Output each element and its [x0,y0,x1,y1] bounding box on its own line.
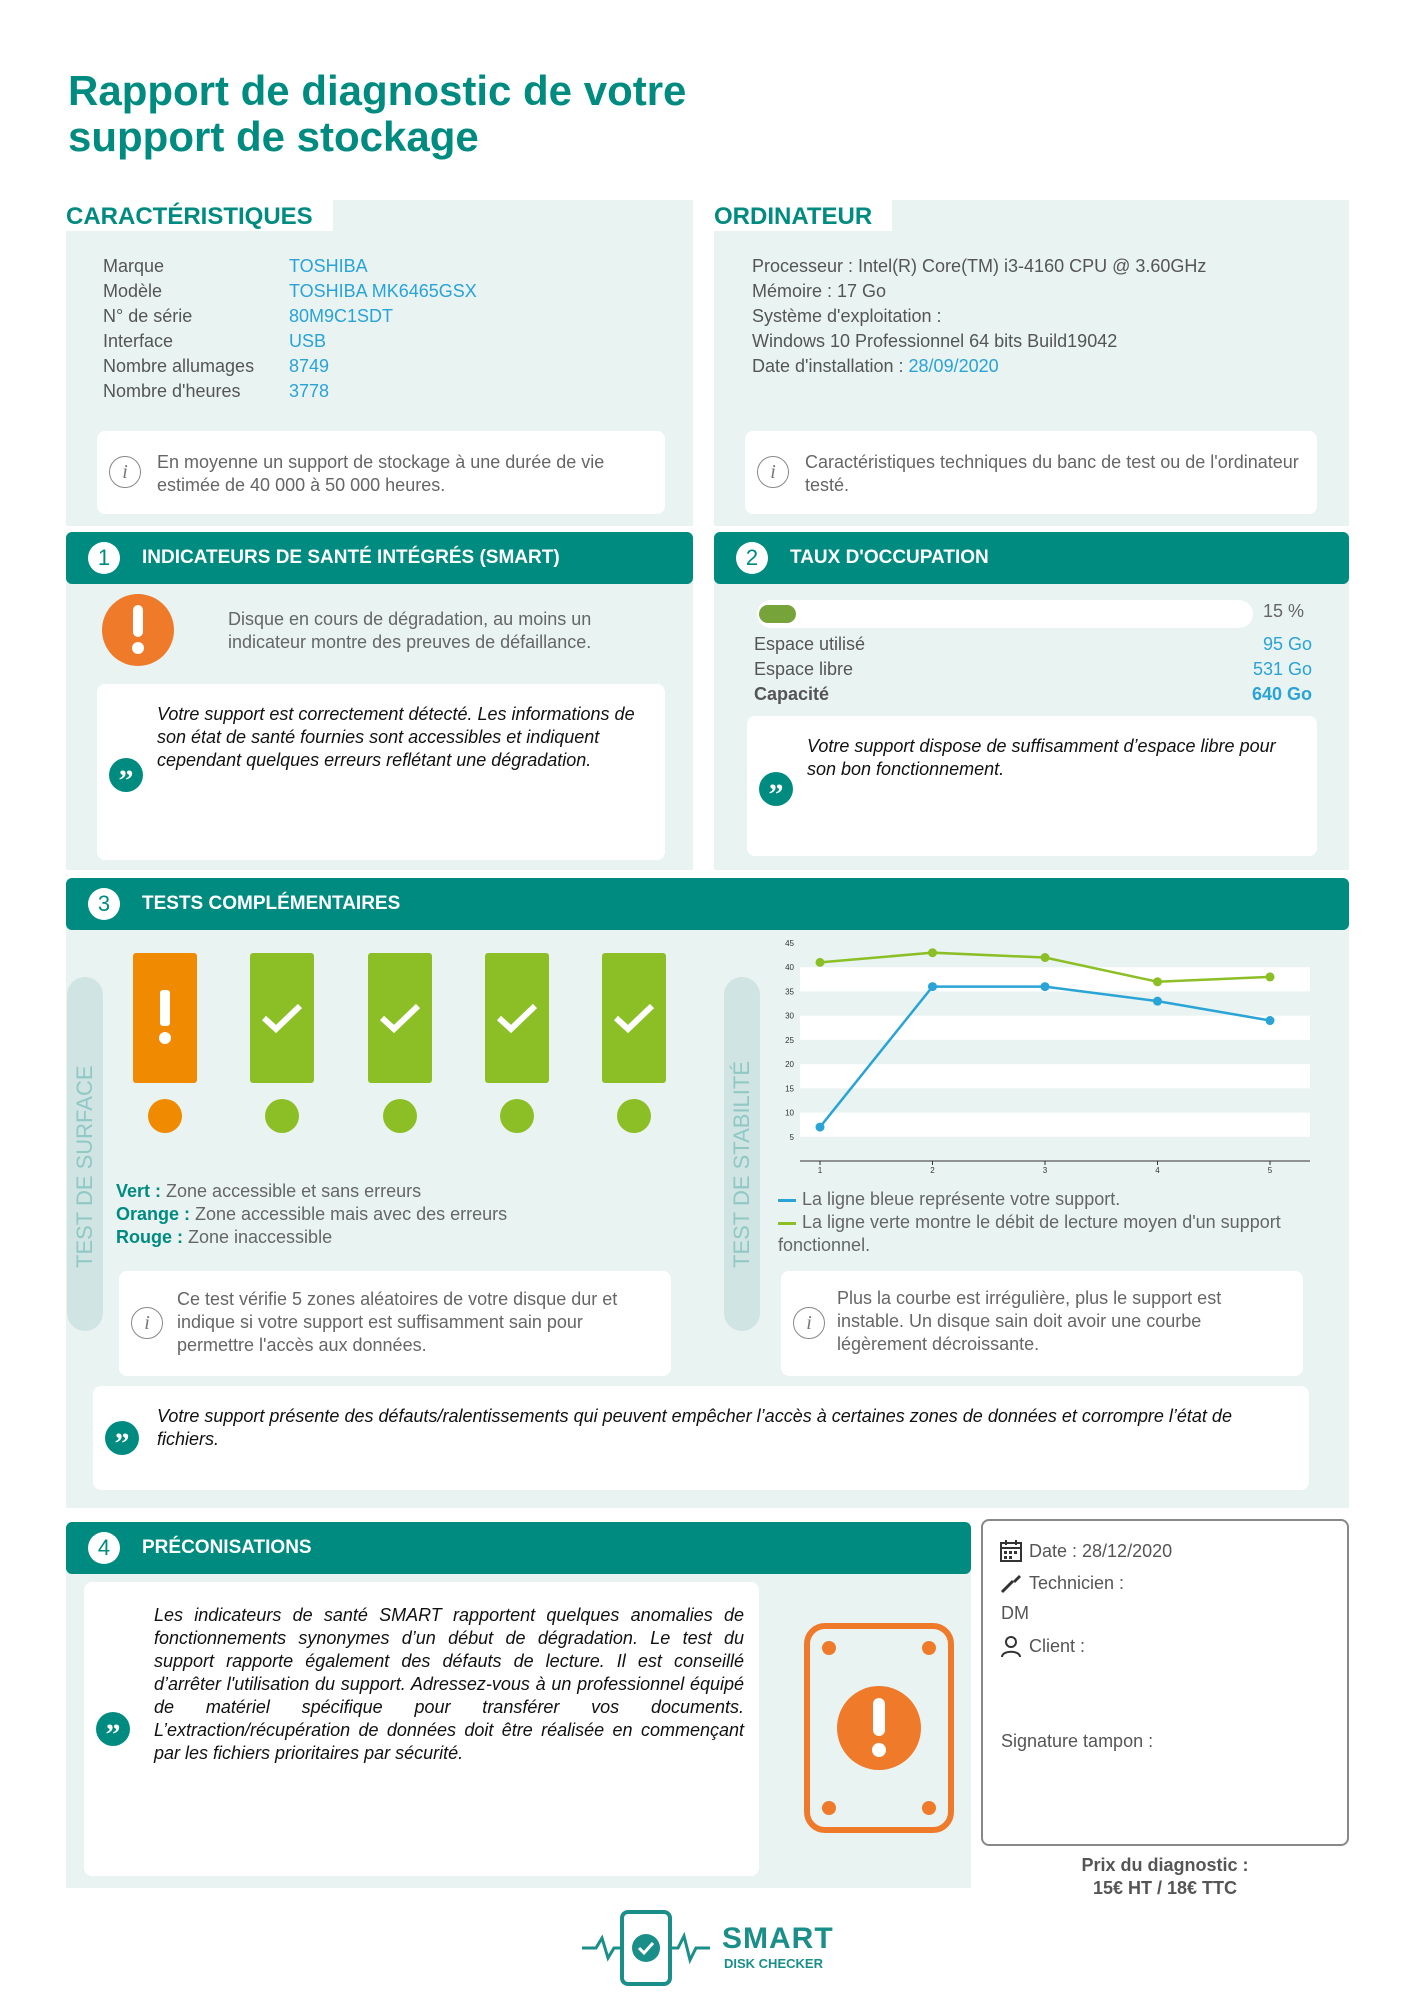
occupation-progress-track [757,600,1253,628]
section-number: 3 [88,888,120,920]
zone-dot-1 [148,1099,182,1133]
date-row: Date : 28/12/2020 [999,1539,1172,1563]
x-tick-label: 3 [1042,1166,1048,1175]
y-tick-label: 25 [785,1035,794,1045]
os-value: Windows 10 Professionnel 64 bits Build19042 [752,331,1118,351]
section3-title: TESTS COMPLÉMENTAIRES [142,893,401,914]
alert-icon [102,594,174,666]
caracteristiques-info-text: En moyenne un support de stockage à une durée de vie estimée de 40 000 à 50 000 heures. [157,452,605,495]
spec-row: N° de série 80M9C1SDT [103,306,394,326]
technician-box [981,1519,1349,1846]
section1-title: INDICATEURS DE SANTÉ INTÉGRÉS (SMART) [142,547,560,568]
recommendation-text: Les indicateurs de santé SMART rapportent quelques anomalies de fonctionnements synonymes d’un début de dégradation. Le test du support rapporte également des défauts de lecture. Il est conseillé d’arrêter l'utilisation du support. Adressez-vous à un professionnel équipé de matériel spécifique pour transférer vos documents. L’extraction/récupération de données doit être réalisée en commençant par les fichiers prioritaires par sécurité. [154,1605,744,1763]
section-number: 1 [88,542,120,574]
section2-quote-box [747,716,1317,856]
section2-header [714,532,1349,584]
spec-row: Modèle TOSHIBA MK6465GSX [103,281,477,301]
zone-dot-2 [265,1099,299,1133]
os-label: Système d'exploitation : [752,306,942,326]
surface-info-text: Ce test vérifie 5 zones aléatoires de votre disque dur et indique si votre support est suffisamment sain pour permettre l'accès aux données. [177,1289,618,1355]
zone-dot-4 [500,1099,534,1133]
data-point [1153,977,1162,986]
calendar-icon [999,1539,1023,1563]
ordinateur-info-box [745,431,1317,514]
recommendation-box [84,1582,759,1876]
quote-icon: ” [759,772,793,806]
smart-status-text: Disque en cours de dégradation, au moins un indicateur montre des preuves de défaillance. [228,609,592,652]
y-tick-label: 30 [785,1011,794,1021]
legend-blue-line: La ligne bleue représente votre support. [778,1188,1318,1211]
technicien-value: DM [1001,1603,1029,1623]
info-icon: i [109,456,141,488]
data-point [816,958,825,967]
processeur-text: Processeur : Intel(R) Core(TM) i3-4160 CPU @ 3.60GHz [752,256,1207,276]
surface-legend [116,1180,676,1249]
check-icon [378,1002,422,1034]
data-point [816,1123,825,1132]
check-icon [495,1002,539,1034]
data-point [928,948,937,957]
ordinateur-info-text: Caractéristiques techniques du banc de test ou de l'ordinateur testé. [805,452,1299,495]
zone-dot-3 [383,1099,417,1133]
page-title [68,68,686,160]
x-tick-label: 1 [817,1166,823,1175]
ordinateur-list [752,254,1206,379]
section1-quote-box [97,684,665,860]
caracteristiques-list [103,254,477,404]
check-icon [612,1002,656,1034]
occupation-list [754,632,1312,707]
section1-quote-text: Votre support est correctement détecté. Les informations de son état de santé fournies sont accessibles et indiquent cependant quelques erreurs reflétant une dégradation. [157,704,635,770]
user-icon [999,1634,1023,1658]
signature-label: Signature tampon : [1001,1731,1154,1751]
y-tick-label: 20 [785,1060,794,1070]
section3-quote-box [93,1386,1309,1490]
data-point [1266,972,1275,981]
logo-text-1: SMART [722,1922,834,1955]
data-point [1153,997,1162,1006]
zone-dot-5 [617,1099,651,1133]
surface-test-label: TEST DE SURFACE [72,1065,97,1268]
quote-icon: ” [109,758,143,792]
zone-block-5 [602,953,666,1083]
section-number: 2 [736,542,768,574]
memoire-text: Mémoire : 17 Go [752,281,887,301]
chart-legend [778,1188,1318,1257]
info-icon: i [757,456,789,488]
y-tick-label: 45 [785,939,794,948]
prix-label: Prix du diagnostic : [1081,1855,1249,1875]
occupation-row: Espace utilisé 95 Go [754,634,1312,654]
technicien-row: Technicien : [999,1571,1124,1595]
section2-title: TAUX D'OCCUPATION [790,547,989,568]
y-tick-label: 15 [785,1084,794,1094]
chart-grid-band [800,1040,1310,1064]
logo-disk-icon [582,1910,710,1986]
caracteristiques-info-box [97,431,665,514]
section4-title: PRÉCONISATIONS [142,1537,312,1558]
spec-row: Nombre d'heures 3778 [103,381,330,401]
spec-row: Interface USB [103,331,327,351]
stability-chart [770,935,1320,1175]
zone-block-3 [368,953,432,1083]
chart-grid-band [800,943,1310,967]
smart-disk-checker-logo [582,1910,842,1990]
title-line-1: Rapport de diagnostic de votre [68,67,687,114]
zone-block-2 [250,953,314,1083]
x-tick-label: 2 [930,1166,935,1175]
surface-info-box [119,1271,671,1376]
spec-row: Nombre allumages 8749 [103,356,330,376]
section-number: 4 [88,1532,120,1564]
data-point [1266,1016,1275,1025]
data-point [1041,953,1050,962]
occupation-progress-fill [759,605,796,623]
x-tick-label: 5 [1267,1166,1273,1175]
quote-icon: ” [96,1712,130,1746]
chart-grid-band [800,1137,1310,1161]
y-tick-label: 35 [785,987,794,997]
chart-grid-band [800,1088,1310,1112]
zone-block-4 [485,953,549,1083]
exclamation-icon [157,990,173,1046]
caracteristiques-heading: CARACTÉRISTIQUES [66,198,333,231]
occupation-row: Capacité 640 Go [754,684,1312,704]
date-installation: Date d'installation : 28/09/2020 [752,356,999,376]
ordinateur-heading: ORDINATEUR [714,198,892,231]
spec-row: Marque TOSHIBA [103,256,368,276]
stabilite-info-box [781,1271,1303,1376]
prix-value: 15€ HT / 18€ TTC [1092,1878,1238,1898]
section1-header [66,532,693,584]
zone-block-1 [133,953,197,1083]
prix-block [981,1854,1349,1900]
y-tick-label: 5 [789,1132,794,1142]
chart-grid-band [800,991,1310,1015]
client-row: Client : [999,1634,1085,1658]
section3-header [66,878,1349,930]
quote-icon: ” [105,1421,139,1455]
check-icon [260,1002,304,1034]
info-icon: i [793,1307,825,1339]
section2-quote-text: Votre support dispose de suffisamment d’espace libre pour son bon fonctionnement. [807,736,1276,779]
stabilite-info-text: Plus la courbe est irrégulière, plus le support est instable. Un disque sain doit avoir une courbe légèrement décroissante. [837,1288,1222,1354]
stabilite-test-label: TEST DE STABILITÉ [729,1060,754,1268]
disk-alert-icon [803,1622,955,1834]
data-point [928,982,937,991]
data-point [1041,982,1050,991]
legend-green-line: La ligne verte montre le débit de lecture moyen d'un support fonctionnel. [778,1212,1281,1255]
section4-header [66,1522,971,1574]
info-icon: i [131,1307,163,1339]
y-tick-label: 40 [785,963,794,973]
x-tick-label: 4 [1155,1166,1160,1175]
title-line-2: support de stockage [68,113,479,160]
occupation-row: Espace libre 531 Go [754,659,1312,679]
section3-quote-text: Votre support présente des défauts/ralentissements qui peuvent empêcher l’accès à certaines zones de données et corrompre l’état de fichiers. [157,1406,1232,1449]
occupation-percent: 15 % [1263,601,1305,621]
screwdriver-icon [999,1571,1023,1595]
legend-orange: Orange : Zone accessible mais avec des erreurs [116,1204,508,1224]
logo-text-2: DISK CHECKER [724,1956,823,1971]
y-tick-label: 10 [785,1108,794,1118]
legend-green: Vert : Zone accessible et sans erreurs [116,1181,422,1201]
legend-red: Rouge : Zone inaccessible [116,1227,333,1247]
